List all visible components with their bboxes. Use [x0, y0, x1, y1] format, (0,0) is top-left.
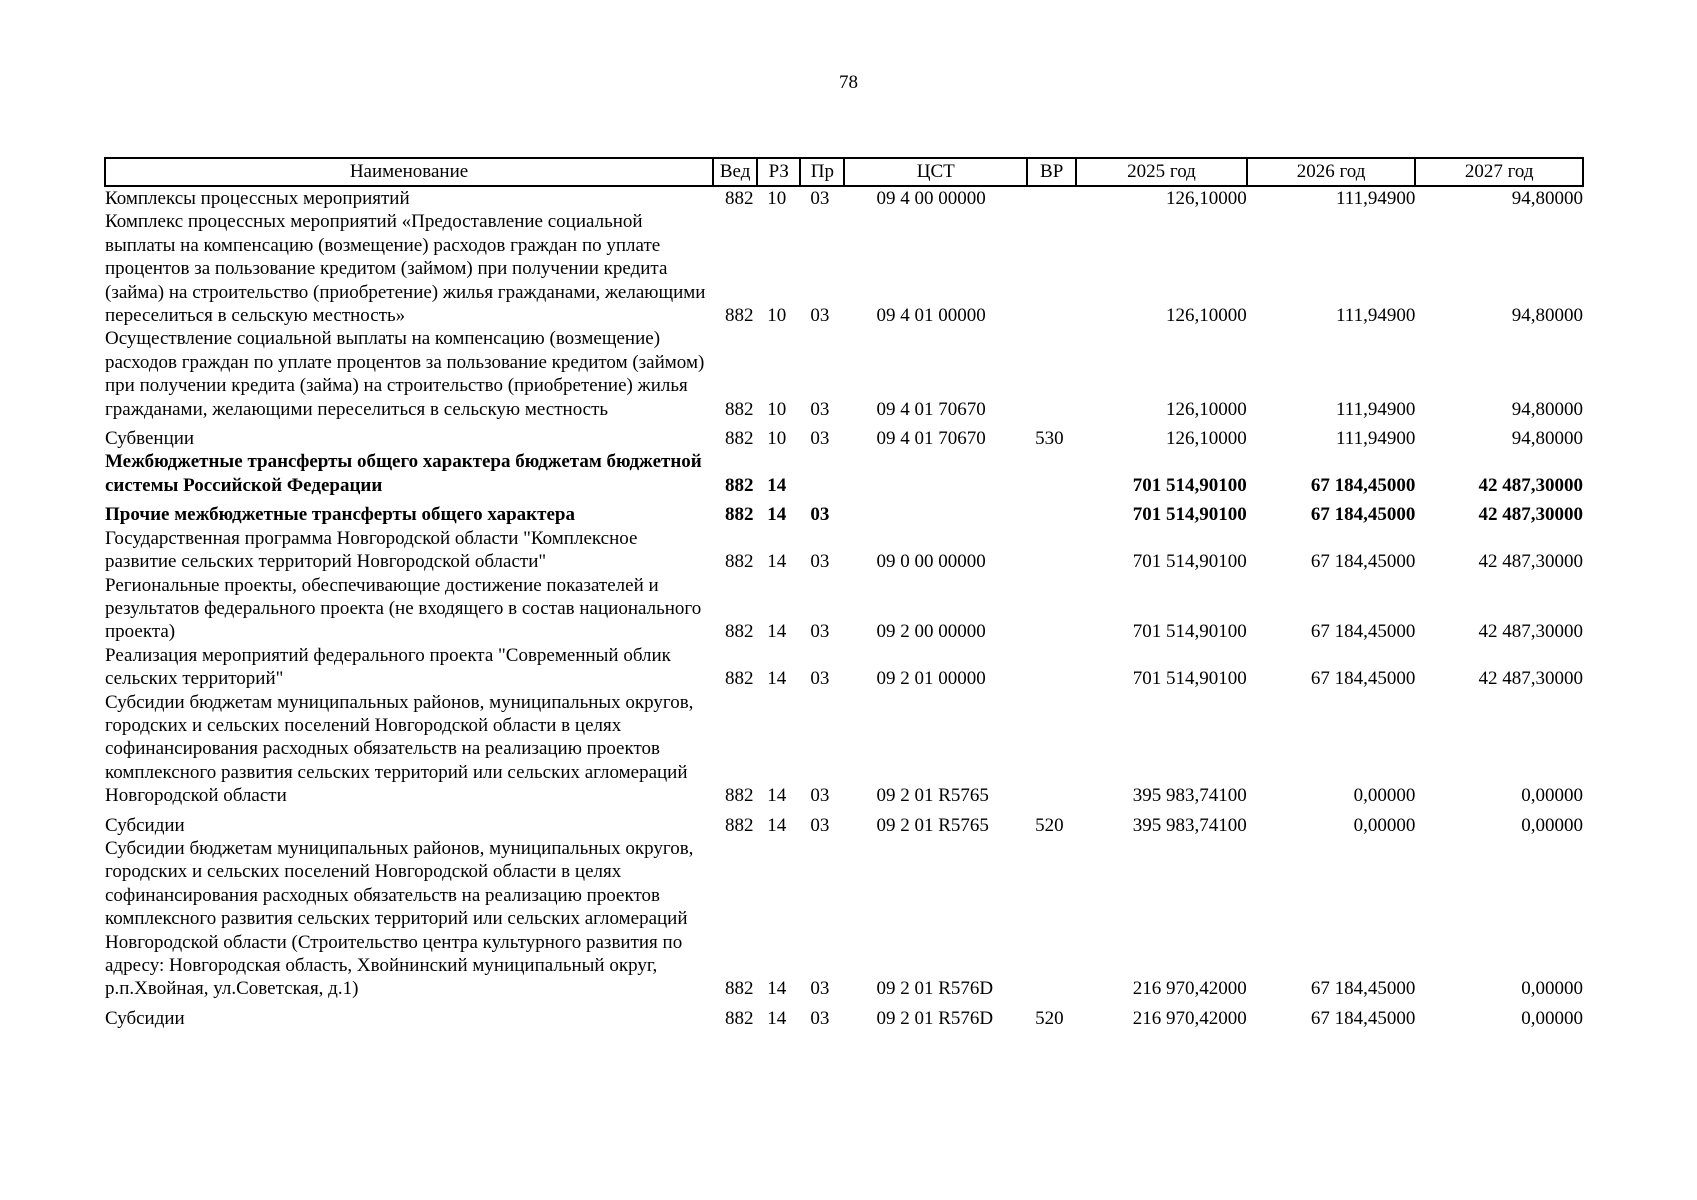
row-rz: 10 [767, 398, 787, 420]
row-rz: 14 [767, 474, 787, 496]
row-pr [800, 450, 844, 497]
row-2026: 67 184,45000 [1310, 504, 1416, 526]
row-cst: 09 4 01 70670 [876, 398, 986, 420]
row-ved: 882 [725, 668, 754, 690]
header-pr: Пр [800, 158, 844, 186]
row-vr [1027, 450, 1076, 497]
row-name: Субвенции [105, 428, 195, 450]
header-2025: 2025 год [1076, 158, 1247, 186]
row-pr: 03 [810, 398, 830, 420]
row-2027: 42 487,30000 [1478, 621, 1583, 643]
row-2026: 67 184,45000 [1310, 1007, 1416, 1029]
table-row [105, 327, 1583, 421]
row-cst: 09 0 00 00000 [876, 551, 986, 573]
row-2026: 0,00000 [1353, 814, 1416, 836]
row-vr: 520 [1035, 814, 1064, 836]
row-2025: 395 983,74100 [1132, 785, 1247, 807]
header-ved: Вед [713, 158, 757, 186]
row-vr [1027, 527, 1076, 574]
table-row [105, 497, 1583, 526]
table-row [105, 186, 1583, 210]
row-ved: 882 [725, 814, 754, 836]
row-vr [1027, 644, 1076, 691]
row-cst: 09 2 01 R576D [876, 1007, 994, 1029]
table-row [105, 691, 1583, 808]
row-2026: 67 184,45000 [1310, 978, 1416, 1000]
row-2027: 94,80000 [1511, 428, 1583, 450]
header-cst: ЦСТ [844, 158, 1027, 186]
row-ved: 882 [725, 621, 754, 643]
row-ved: 882 [725, 428, 754, 450]
row-2025: 126,10000 [1166, 188, 1247, 209]
row-2027: 94,80000 [1511, 305, 1583, 327]
row-2027: 42 487,30000 [1478, 504, 1583, 526]
row-ved: 882 [725, 305, 754, 327]
row-2025: 216 970,42000 [1132, 1007, 1247, 1029]
row-vr [1027, 497, 1076, 526]
row-vr: 530 [1035, 428, 1064, 450]
row-vr [1027, 837, 1076, 1001]
row-rz: 14 [767, 621, 787, 643]
row-2025: 126,10000 [1166, 398, 1247, 420]
row-cst: 09 4 00 00000 [876, 188, 986, 209]
row-rz: 14 [767, 668, 787, 690]
row-name: Субсидии бюджетам муниципальных районов, муниципальных округов, городских и сельских поселений Новгородской области в целях софинансирования расходных обязательств на реализацию проектов комплексного развития сельских территорий или сельских агломераций Новгородской области [105, 691, 694, 807]
row-2025: 126,10000 [1166, 305, 1247, 327]
row-name: Реализация мероприятий федерального проекта "Современный облик сельских территорий" [105, 644, 671, 690]
row-pr: 03 [810, 814, 830, 836]
row-ved: 882 [725, 188, 754, 209]
row-2027: 0,00000 [1521, 814, 1583, 836]
row-pr: 03 [810, 978, 830, 1000]
table-row [105, 808, 1583, 837]
row-pr: 03 [810, 785, 830, 807]
row-name: Субсидии [105, 1007, 185, 1029]
row-2027: 94,80000 [1511, 398, 1583, 420]
row-vr [1027, 691, 1076, 808]
row-2027: 0,00000 [1521, 978, 1583, 1000]
row-ved: 882 [725, 504, 754, 526]
row-2027: 42 487,30000 [1478, 551, 1583, 573]
row-rz: 14 [767, 814, 787, 836]
row-ved: 882 [725, 398, 754, 420]
row-pr: 03 [810, 504, 830, 526]
table-row [105, 210, 1583, 327]
row-2027: 42 487,30000 [1478, 474, 1583, 496]
row-2025: 701 514,90100 [1132, 474, 1247, 496]
row-cst: 09 2 00 00000 [876, 621, 986, 643]
row-pr: 03 [810, 621, 830, 643]
row-name: Межбюджетные трансферты общего характера бюджетам бюджетной системы Российской Федерации [105, 451, 702, 496]
table-row [105, 837, 1583, 1001]
row-ved: 882 [725, 978, 754, 1000]
row-vr [1027, 327, 1076, 421]
row-2026: 111,94900 [1336, 188, 1416, 209]
row-name: Комплекс процессных мероприятий «Предоставление социальной выплаты на компенсацию (возмещение) расходов граждан по уплате процентов за пользование кредитом (займом) при получении кредита (займа) на строительство (приобретение) жилья гражданами, желающими переселиться в сельскую местность» [105, 211, 706, 327]
row-2025: 701 514,90100 [1132, 504, 1247, 526]
table-row [105, 1001, 1583, 1030]
table-header-row [105, 158, 1583, 186]
row-2027: 0,00000 [1521, 1007, 1583, 1029]
row-name: Государственная программа Новгородской области "Комплексное развитие сельских территорий Новгородской области" [105, 527, 638, 573]
row-cst: 09 2 01 R576D [876, 978, 994, 1000]
header-rz: РЗ [757, 158, 800, 186]
row-vr: 520 [1035, 1007, 1064, 1029]
row-cst [844, 497, 1027, 526]
table-row [105, 527, 1583, 574]
budget-table [104, 157, 1584, 1030]
row-cst: 09 2 01 00000 [876, 668, 986, 690]
row-pr: 03 [810, 428, 830, 450]
row-name: Осуществление социальной выплаты на компенсацию (возмещение) расходов граждан по уплате процентов за пользование кредитом (займом) при получении кредита (займа) на строительство (приобретение) жилья гражданами, желающими переселиться в сельскую местность [105, 328, 705, 420]
table-row [105, 574, 1583, 644]
row-rz: 14 [767, 978, 787, 1000]
table-row [105, 644, 1583, 691]
row-2027: 42 487,30000 [1478, 668, 1583, 690]
row-vr [1027, 186, 1076, 210]
row-rz: 14 [767, 504, 787, 526]
row-pr: 03 [810, 551, 830, 573]
row-ved: 882 [725, 551, 754, 573]
row-ved: 882 [725, 785, 754, 807]
row-2026: 0,00000 [1353, 785, 1416, 807]
row-2026: 111,94900 [1336, 305, 1416, 327]
row-name: Региональные проекты, обеспечивающие достижение показателей и результатов федерального проекта (не входящего в состав национального проекта) [105, 574, 702, 643]
row-name: Субсидии бюджетам муниципальных районов, муниципальных округов, городских и сельских поселений Новгородской области в целях софинансирования расходных обязательств на реализацию проектов комплексного развития сельских территорий или сельских агломераций Новгородской области (Строительство центра культурного развития по адресу: Новгородская область, Хвойнинский муниципальный округ, р.п.Хвойная, ул.Советская, д.1) [105, 837, 694, 1000]
row-rz: 10 [767, 305, 787, 327]
row-cst: 09 2 01 R5765 [876, 785, 989, 807]
row-2027: 0,00000 [1521, 785, 1583, 807]
header-vr: ВР [1027, 158, 1076, 186]
row-pr: 03 [810, 188, 830, 209]
row-2026: 67 184,45000 [1310, 551, 1416, 573]
row-2026: 111,94900 [1336, 398, 1416, 420]
row-name: Прочие межбюджетные трансферты общего характера [105, 504, 575, 526]
row-2026: 67 184,45000 [1310, 668, 1416, 690]
row-name: Комплексы процессных мероприятий [105, 188, 410, 209]
table-row [105, 421, 1583, 450]
header-2027: 2027 год [1415, 158, 1583, 186]
row-2026: 67 184,45000 [1310, 621, 1416, 643]
row-2025: 216 970,42000 [1132, 978, 1247, 1000]
row-2026: 111,94900 [1336, 428, 1416, 450]
row-cst: 09 2 01 R5765 [876, 814, 989, 836]
row-2025: 126,10000 [1166, 428, 1247, 450]
row-rz: 14 [767, 551, 787, 573]
row-ved: 882 [725, 1007, 754, 1029]
row-2025: 701 514,90100 [1132, 621, 1247, 643]
row-rz: 10 [767, 428, 787, 450]
row-2027: 94,80000 [1511, 188, 1583, 209]
row-cst [844, 450, 1027, 497]
row-2025: 395 983,74100 [1132, 814, 1247, 836]
row-2025: 701 514,90100 [1132, 668, 1247, 690]
table-row [105, 450, 1583, 497]
row-vr [1027, 210, 1076, 327]
row-cst: 09 4 01 00000 [876, 305, 986, 327]
row-rz: 14 [767, 1007, 787, 1029]
page-number: 78 [839, 72, 858, 93]
header-2026: 2026 год [1247, 158, 1416, 186]
row-2025: 701 514,90100 [1132, 551, 1247, 573]
header-name: Наименование [105, 158, 713, 186]
row-rz: 10 [767, 188, 787, 209]
row-cst: 09 4 01 70670 [876, 428, 986, 450]
row-name: Субсидии [105, 814, 185, 836]
row-2026: 67 184,45000 [1310, 474, 1416, 496]
row-pr: 03 [810, 668, 830, 690]
row-pr: 03 [810, 1007, 830, 1029]
row-rz: 14 [767, 785, 787, 807]
row-ved: 882 [725, 474, 754, 496]
row-vr [1027, 574, 1076, 644]
row-pr: 03 [810, 305, 830, 327]
